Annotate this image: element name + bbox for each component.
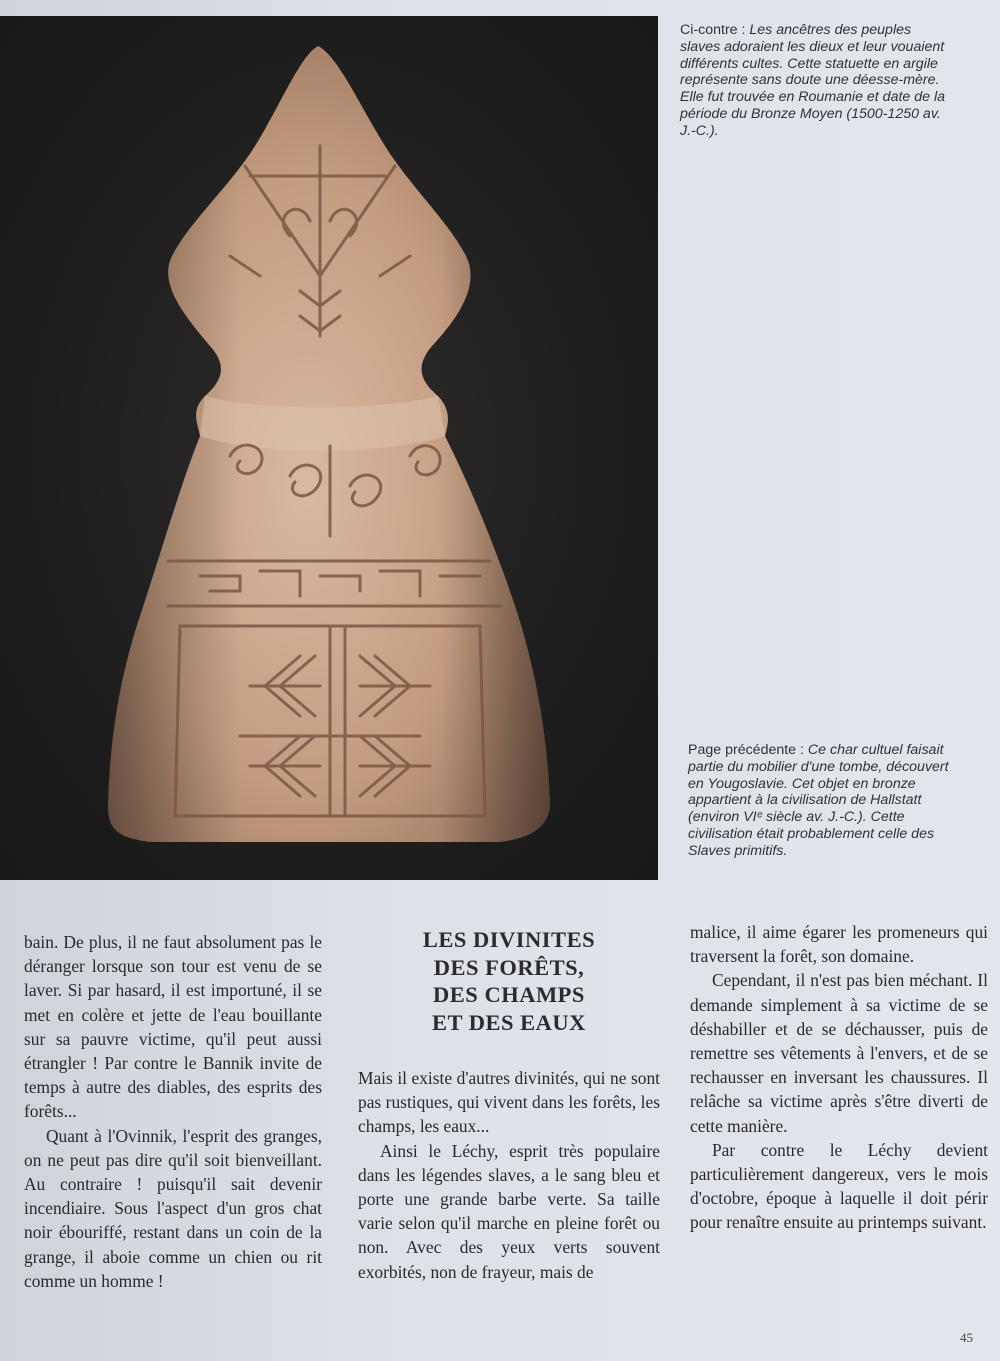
heading-line: LES DIVINITES: [422, 927, 596, 952]
caption-top-lead: Ci-contre :: [680, 22, 746, 38]
caption-bottom-lead: Page précédente :: [688, 742, 804, 758]
text-column-3: [690, 920, 988, 1235]
paragraph: Quant à l'Ovinnik, l'esprit des granges, on ne peut pas dire qu'il soit bienveillant. Au contraire ! puisqu'il sait devenir incendiaire. Sous l'aspect d'un gros chat noir ébouriffé, restant dans un coin de la grange, il aboie comme un chien ou rit comme un homme !: [24, 1125, 322, 1291]
caption-bottom: [688, 742, 963, 860]
paragraph: malice, il aime égarer les promeneurs qui traversent la forêt, son domaine.: [690, 922, 988, 967]
caption-bottom-text: Ce char cultuel faisait partie du mobilier d'une tombe, découvert en Yougoslavie. Cet objet en bronze appartient à la civilisation de Hallstatt (environ VIᵉ siècle av. J.-C.). Cette civilisation était probablement celle des Slaves primitifs.: [688, 742, 949, 859]
text-column-2: [358, 926, 660, 1284]
page-number: 45: [960, 1330, 973, 1345]
section-heading: [358, 926, 660, 1036]
text-column-1: [24, 930, 322, 1293]
heading-line: ET DES EAUX: [432, 1009, 586, 1035]
paragraph: Ainsi le Léchy, esprit très populaire dans les légendes slaves, a le sang bleu et porte une grande barbe verte. Sa taille varie selon qu'il marche en pleine forêt ou non. Avec des yeux verts souvent exorbités, non de frayeur, mais de: [358, 1140, 660, 1282]
paragraph: bain. De plus, il ne faut absolument pas le déranger lorsque son tour est venu de se laver. Si par hasard, il est importuné, il se met en colère et jette de l'eau bouillante sur sa pauvre victime, qu'il peut aussi étrangler ! Par contre le Bannik invite de temps à autre des diables, des esprits des forêts...: [24, 932, 322, 1122]
statuette-photo: [0, 16, 658, 880]
clay-statuette-image: [0, 16, 658, 880]
caption-top: [680, 22, 955, 140]
caption-top-text: Les ancêtres des peuples slaves adoraient les dieux et leur vouaient différents cultes. Cette statuette en argile représente sans doute une déesse-mère. Elle fut trouvée en Roumanie et date de la période du Bronze Moyen (1500-1250 av. J.-C.).: [680, 22, 946, 139]
paragraph: Mais il existe d'autres divinités, qui ne sont pas rustiques, qui vivent dans les forêts, les champs, les eaux...: [358, 1068, 660, 1137]
paragraph: Par contre le Léchy devient particulièrement dangereux, vers le mois d'octobre, époque à laquelle il doit périr pour renaître ensuite au printemps suivant.: [690, 1139, 988, 1233]
paragraph: Cependant, il n'est pas bien méchant. Il demande simplement à sa victime de se déshabiller et de se déchausser, puis de remettre ses vêtements à l'envers, et de se rechausser en inversant les chaussures. Il relâche sa victime après s'être diverti de cette manière.: [690, 970, 988, 1136]
heading-line: DES FORÊTS,: [433, 954, 585, 980]
heading-line: DES CHAMPS: [433, 982, 585, 1007]
